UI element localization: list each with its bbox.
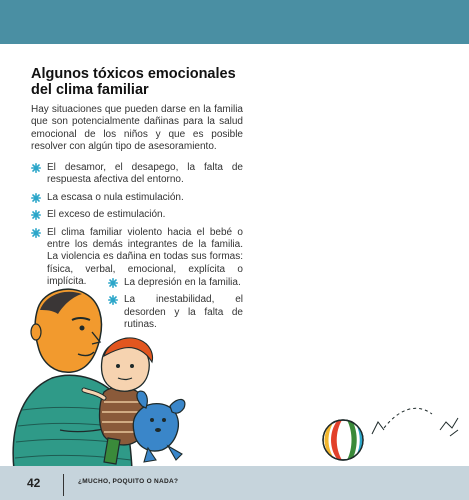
intro-paragraph: Hay situaciones que pueden darse en la familia que son potencialmente dañinas para la salud emocional de los niños y que es posible resolver con algún tipo de asesoramiento. [31, 104, 243, 153]
section-title-line-1: Algunos tóxicos emocionales [31, 66, 236, 82]
toxics-list [31, 162, 243, 294]
header-band [0, 0, 469, 44]
list-item-text: La escasa o nula estimulación. [47, 191, 184, 203]
asterisk-star-icon [31, 228, 41, 238]
list-item [31, 209, 243, 221]
section-title [31, 66, 291, 98]
asterisk-star-icon [31, 193, 41, 203]
list-item-text: La inestabilidad, el desorden y la falta de rutinas. [124, 294, 243, 331]
section-title-line-2: del clima familiar [31, 82, 149, 98]
list-item-text: El desamor, el desapego, la falta de respuesta afectiva del entorno. [47, 162, 243, 186]
page-number: 42 [27, 476, 41, 490]
asterisk-star-icon [31, 163, 41, 173]
running-title: ¿MUCHO, POQUITO O NADA? [78, 478, 179, 485]
list-item [31, 192, 243, 204]
list-item [31, 162, 243, 187]
footer-divider [63, 474, 64, 496]
list-item-text: El clima familiar violento hacia el bebé o entre los demás integrantes de la familia. La violencia es dañina en todas sus formas: física, verbal, emocional, explícita o implícita. [47, 226, 243, 288]
beach-ball [323, 420, 363, 460]
list-item-text: El exceso de estimulación. [47, 209, 166, 221]
footer-band [0, 466, 469, 500]
asterisk-star-icon [31, 210, 41, 220]
list-item-text: La depresión en la familia. [124, 277, 241, 288]
family-illustration [0, 280, 469, 470]
